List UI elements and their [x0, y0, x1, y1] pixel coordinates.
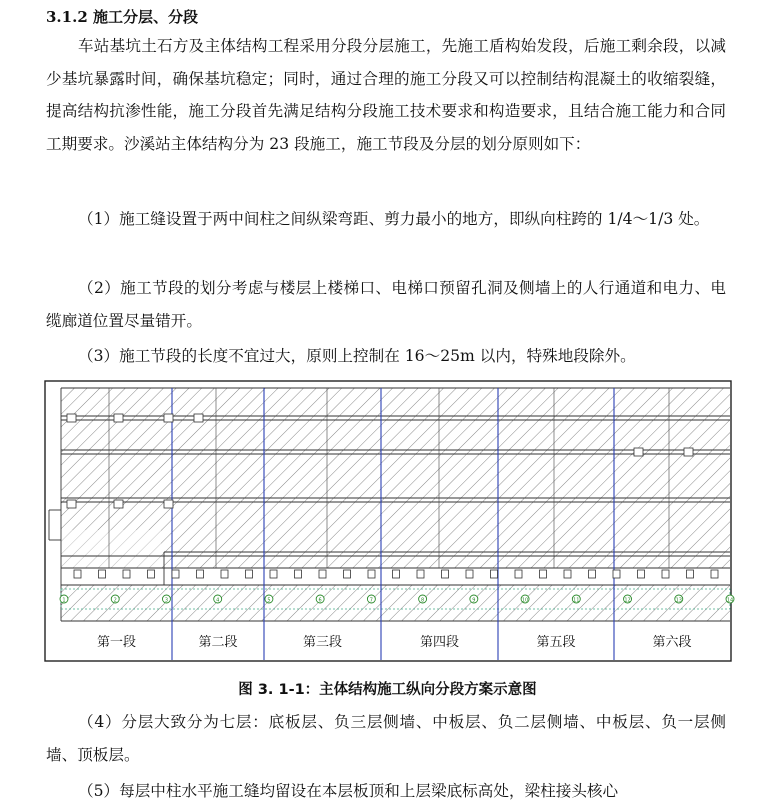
- column-marker: [344, 570, 351, 578]
- column-marker: [172, 570, 179, 578]
- column-marker: [74, 570, 81, 578]
- column-marker: [148, 570, 155, 578]
- column-marker: [246, 570, 253, 578]
- axis-number: 5: [267, 597, 271, 604]
- segment-label: 第四段: [419, 635, 460, 650]
- hatched-body: [61, 388, 730, 568]
- column-marker: [442, 570, 449, 578]
- intro-paragraph: 车站基坑土石方及主体结构工程采用分段分层施工，先施工盾构始发段，后施工剩余段，以减少基坑暴露时间，确保基坑稳定；同时，通过合理的施工分段又可以控制结构混凝土的收缩裂缝，提高结构抗渗性能，施工分段首先满足结构分段施工技术要求和构造要求，且结合施工能力和合同工期要求。沙溪站主体结构分为 23 段施工，施工节段及分层的划分原则如下：: [46, 37, 726, 153]
- segmentation-figure: [44, 380, 732, 662]
- axis-number: 11: [573, 597, 580, 604]
- beam-marker: [634, 448, 643, 456]
- beam-marker: [164, 414, 173, 422]
- principle-1: （1）施工缝设置于两中间柱之间纵梁弯距、剪力最小的地方，即纵向柱跨的 1/4～1/3 处。: [78, 210, 710, 228]
- column-marker: [564, 570, 571, 578]
- principle-3: （3）施工节段的长度不宜过大，原则上控制在 16～25m 以内，特殊地段除外。: [78, 347, 636, 365]
- beam-marker: [114, 414, 123, 422]
- axis-number: 7: [369, 597, 373, 604]
- axis-number: 8: [421, 597, 425, 604]
- column-marker: [687, 570, 694, 578]
- axis-number: 12: [624, 597, 631, 604]
- column-marker: [197, 570, 204, 578]
- segment-label: 第一段: [96, 635, 137, 650]
- section-heading: 3.1.2 施工分层、分段: [46, 8, 198, 26]
- axis-number: 9: [472, 597, 476, 604]
- axis-number: 13: [675, 597, 682, 604]
- axis-number: 4: [216, 597, 220, 604]
- principle-2: （2）施工节段的划分考虑与楼层上楼梯口、电梯口预留孔洞及侧墙上的人行通道和电力、电缆廊道位置尽量错开。: [46, 279, 726, 330]
- column-marker: [589, 570, 596, 578]
- beam-marker: [67, 414, 76, 422]
- figure-caption: 图 3. 1-1：主体结构施工纵向分段方案示意图: [238, 682, 537, 698]
- beam-marker: [194, 414, 203, 422]
- beam-marker: [67, 500, 76, 508]
- axis-number: 14: [726, 597, 734, 604]
- column-marker: [540, 570, 547, 578]
- segment-label: 第五段: [536, 635, 576, 650]
- column-marker: [711, 570, 718, 578]
- column-marker: [319, 570, 326, 578]
- column-marker: [466, 570, 473, 578]
- axis-number: 3: [164, 597, 169, 604]
- axis-number: 2: [113, 597, 117, 604]
- column-marker: [491, 570, 498, 578]
- segment-label: 第二段: [198, 635, 238, 650]
- layering-paragraph: （4）分层大致分为七层：底板层、负三层侧墙、中板层、负二层侧墙、中板层、负一层侧墙、顶板层。: [46, 713, 726, 764]
- column-marker: [613, 570, 620, 578]
- segmentation-diagram: [44, 380, 732, 662]
- column-marker: [417, 570, 424, 578]
- segment-label: 第六段: [652, 635, 692, 650]
- column-marker: [368, 570, 375, 578]
- column-marker: [270, 570, 277, 578]
- column-marker: [123, 570, 130, 578]
- column-marker: [221, 570, 228, 578]
- axis-number: 6: [318, 597, 322, 604]
- column-marker: [662, 570, 669, 578]
- column-marker: [515, 570, 522, 578]
- column-marker: [638, 570, 645, 578]
- beam-marker: [114, 500, 123, 508]
- column-marker: [393, 570, 400, 578]
- axis-number: 1: [62, 597, 66, 604]
- axis-number: 10: [521, 597, 529, 604]
- column-marker: [99, 570, 106, 578]
- column-marker: [295, 570, 302, 578]
- segment-label: 第三段: [302, 635, 343, 650]
- beam-marker: [164, 500, 173, 508]
- beam-marker: [684, 448, 693, 456]
- joint-paragraph: （5）每层中柱水平施工缝均留设在本层板顶和上层梁底标高处，梁柱接头核心: [78, 782, 619, 800]
